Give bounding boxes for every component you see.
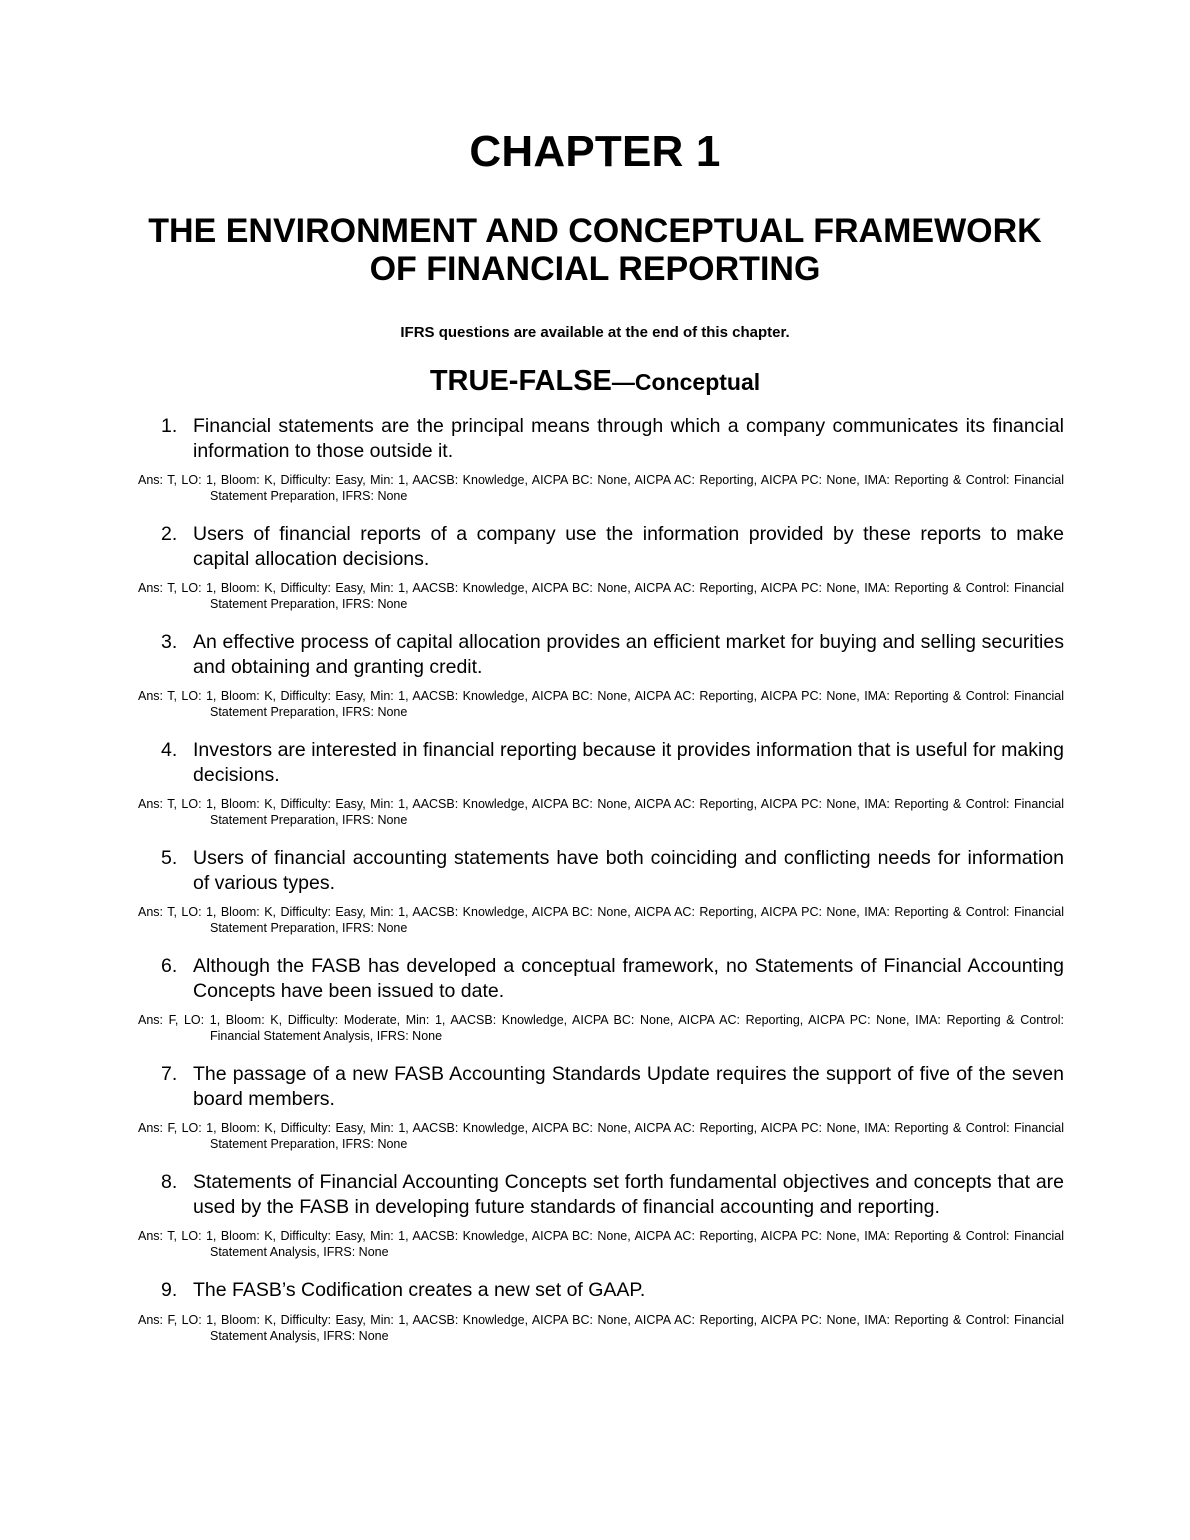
- question-item: [138, 846, 1064, 936]
- question-list: [138, 414, 1064, 1344]
- question-text: The FASB’s Codification creates a new set of GAAP.: [193, 1279, 646, 1301]
- question-item: [138, 522, 1064, 612]
- question-item: [138, 1170, 1064, 1260]
- answer-metadata: Ans: F, LO: 1, Bloom: K, Difficulty: Moderate, Min: 1, AACSB: Knowledge, AICPA BC: None, AICPA AC: Reporting, AICPA PC: None, IMA: Reporting & Control: Financial Statement Analysis, IFRS: None: [138, 1013, 1064, 1043]
- question-number: 4.: [161, 739, 178, 761]
- answer-metadata: Ans: T, LO: 1, Bloom: K, Difficulty: Easy, Min: 1, AACSB: Knowledge, AICPA BC: None, AICPA AC: Reporting, AICPA PC: None, IMA: Reporting & Control: Financial Statement Preparation, IFRS: None: [138, 797, 1064, 827]
- question-text: The passage of a new FASB Accounting Standards Update requires the support of five of the seven board members.: [193, 1063, 1064, 1110]
- question-text: Investors are interested in financial reporting because it provides information that is useful for making decisions.: [193, 739, 1064, 786]
- question-number: 9.: [161, 1279, 178, 1301]
- question-item: [138, 630, 1064, 720]
- answer-metadata: Ans: T, LO: 1, Bloom: K, Difficulty: Easy, Min: 1, AACSB: Knowledge, AICPA BC: None, AICPA AC: Reporting, AICPA PC: None, IMA: Reporting & Control: Financial Statement Preparation, IFRS: None: [138, 473, 1064, 503]
- question-number: 8.: [161, 1171, 178, 1193]
- question-text: Users of financial accounting statements have both coinciding and conflicting needs for information of various types.: [193, 847, 1064, 894]
- question-text: Statements of Financial Accounting Concepts set forth fundamental objectives and concepts that are used by the FASB in developing future standards of financial accounting and reporting.: [193, 1171, 1064, 1218]
- section-heading-main: TRUE-FALSE: [429, 365, 612, 397]
- question-number: 1.: [161, 415, 178, 437]
- question-text: Although the FASB has developed a conceptual framework, no Statements of Financial Accounting Concepts have been issued to date.: [193, 955, 1064, 1002]
- answer-metadata: Ans: T, LO: 1, Bloom: K, Difficulty: Easy, Min: 1, AACSB: Knowledge, AICPA BC: None, AICPA AC: Reporting, AICPA PC: None, IMA: Reporting & Control: Financial Statement Preparation, IFRS: None: [138, 581, 1064, 611]
- question-item: [138, 738, 1064, 828]
- chapter-title: [120, 212, 1070, 288]
- answer-metadata: Ans: T, LO: 1, Bloom: K, Difficulty: Easy, Min: 1, AACSB: Knowledge, AICPA BC: None, AICPA AC: Reporting, AICPA PC: None, IMA: Reporting & Control: Financial Statement Analysis, IFRS: None: [138, 1229, 1064, 1259]
- question-number: 2.: [161, 523, 178, 545]
- question-number: 5.: [161, 847, 178, 869]
- chapter-heading: CHAPTER 1: [469, 127, 721, 176]
- question-text: An effective process of capital allocation provides an efficient market for buying and selling securities and obtaining and granting credit.: [193, 631, 1064, 678]
- answer-metadata: Ans: F, LO: 1, Bloom: K, Difficulty: Easy, Min: 1, AACSB: Knowledge, AICPA BC: None, AICPA AC: Reporting, AICPA PC: None, IMA: Reporting & Control: Financial Statement Preparation, IFRS: None: [138, 1121, 1064, 1151]
- section-heading: [0, 362, 1190, 401]
- question-text: Financial statements are the principal means through which a company communicates its financial information to those outside it.: [193, 415, 1064, 462]
- ifrs-note: IFRS questions are available at the end of this chapter.: [400, 324, 790, 341]
- question-number: 3.: [161, 631, 178, 653]
- chapter-title-line-1: THE ENVIRONMENT AND CONCEPTUAL FRAMEWORK: [148, 212, 1042, 250]
- question-item: [138, 1062, 1064, 1152]
- question-number: 7.: [161, 1063, 178, 1085]
- chapter-title-line-2: OF FINANCIAL REPORTING: [369, 250, 821, 288]
- question-number: 6.: [161, 955, 178, 977]
- question-text: Users of financial reports of a company use the information provided by these reports to make capital allocation decisions.: [193, 523, 1064, 570]
- answer-metadata: Ans: T, LO: 1, Bloom: K, Difficulty: Easy, Min: 1, AACSB: Knowledge, AICPA BC: None, AICPA AC: Reporting, AICPA PC: None, IMA: Reporting & Control: Financial Statement Preparation, IFRS: None: [138, 905, 1064, 935]
- answer-metadata: Ans: F, LO: 1, Bloom: K, Difficulty: Easy, Min: 1, AACSB: Knowledge, AICPA BC: None, AICPA AC: Reporting, AICPA PC: None, IMA: Reporting & Control: Financial Statement Analysis, IFRS: None: [138, 1312, 1064, 1343]
- question-item: [138, 954, 1064, 1044]
- question-item: [138, 1278, 1064, 1344]
- section-heading-sub: —Conceptual: [611, 369, 761, 395]
- question-item: [138, 414, 1064, 504]
- answer-metadata: Ans: T, LO: 1, Bloom: K, Difficulty: Easy, Min: 1, AACSB: Knowledge, AICPA BC: None, AICPA AC: Reporting, AICPA PC: None, IMA: Reporting & Control: Financial Statement Preparation, IFRS: None: [138, 689, 1064, 719]
